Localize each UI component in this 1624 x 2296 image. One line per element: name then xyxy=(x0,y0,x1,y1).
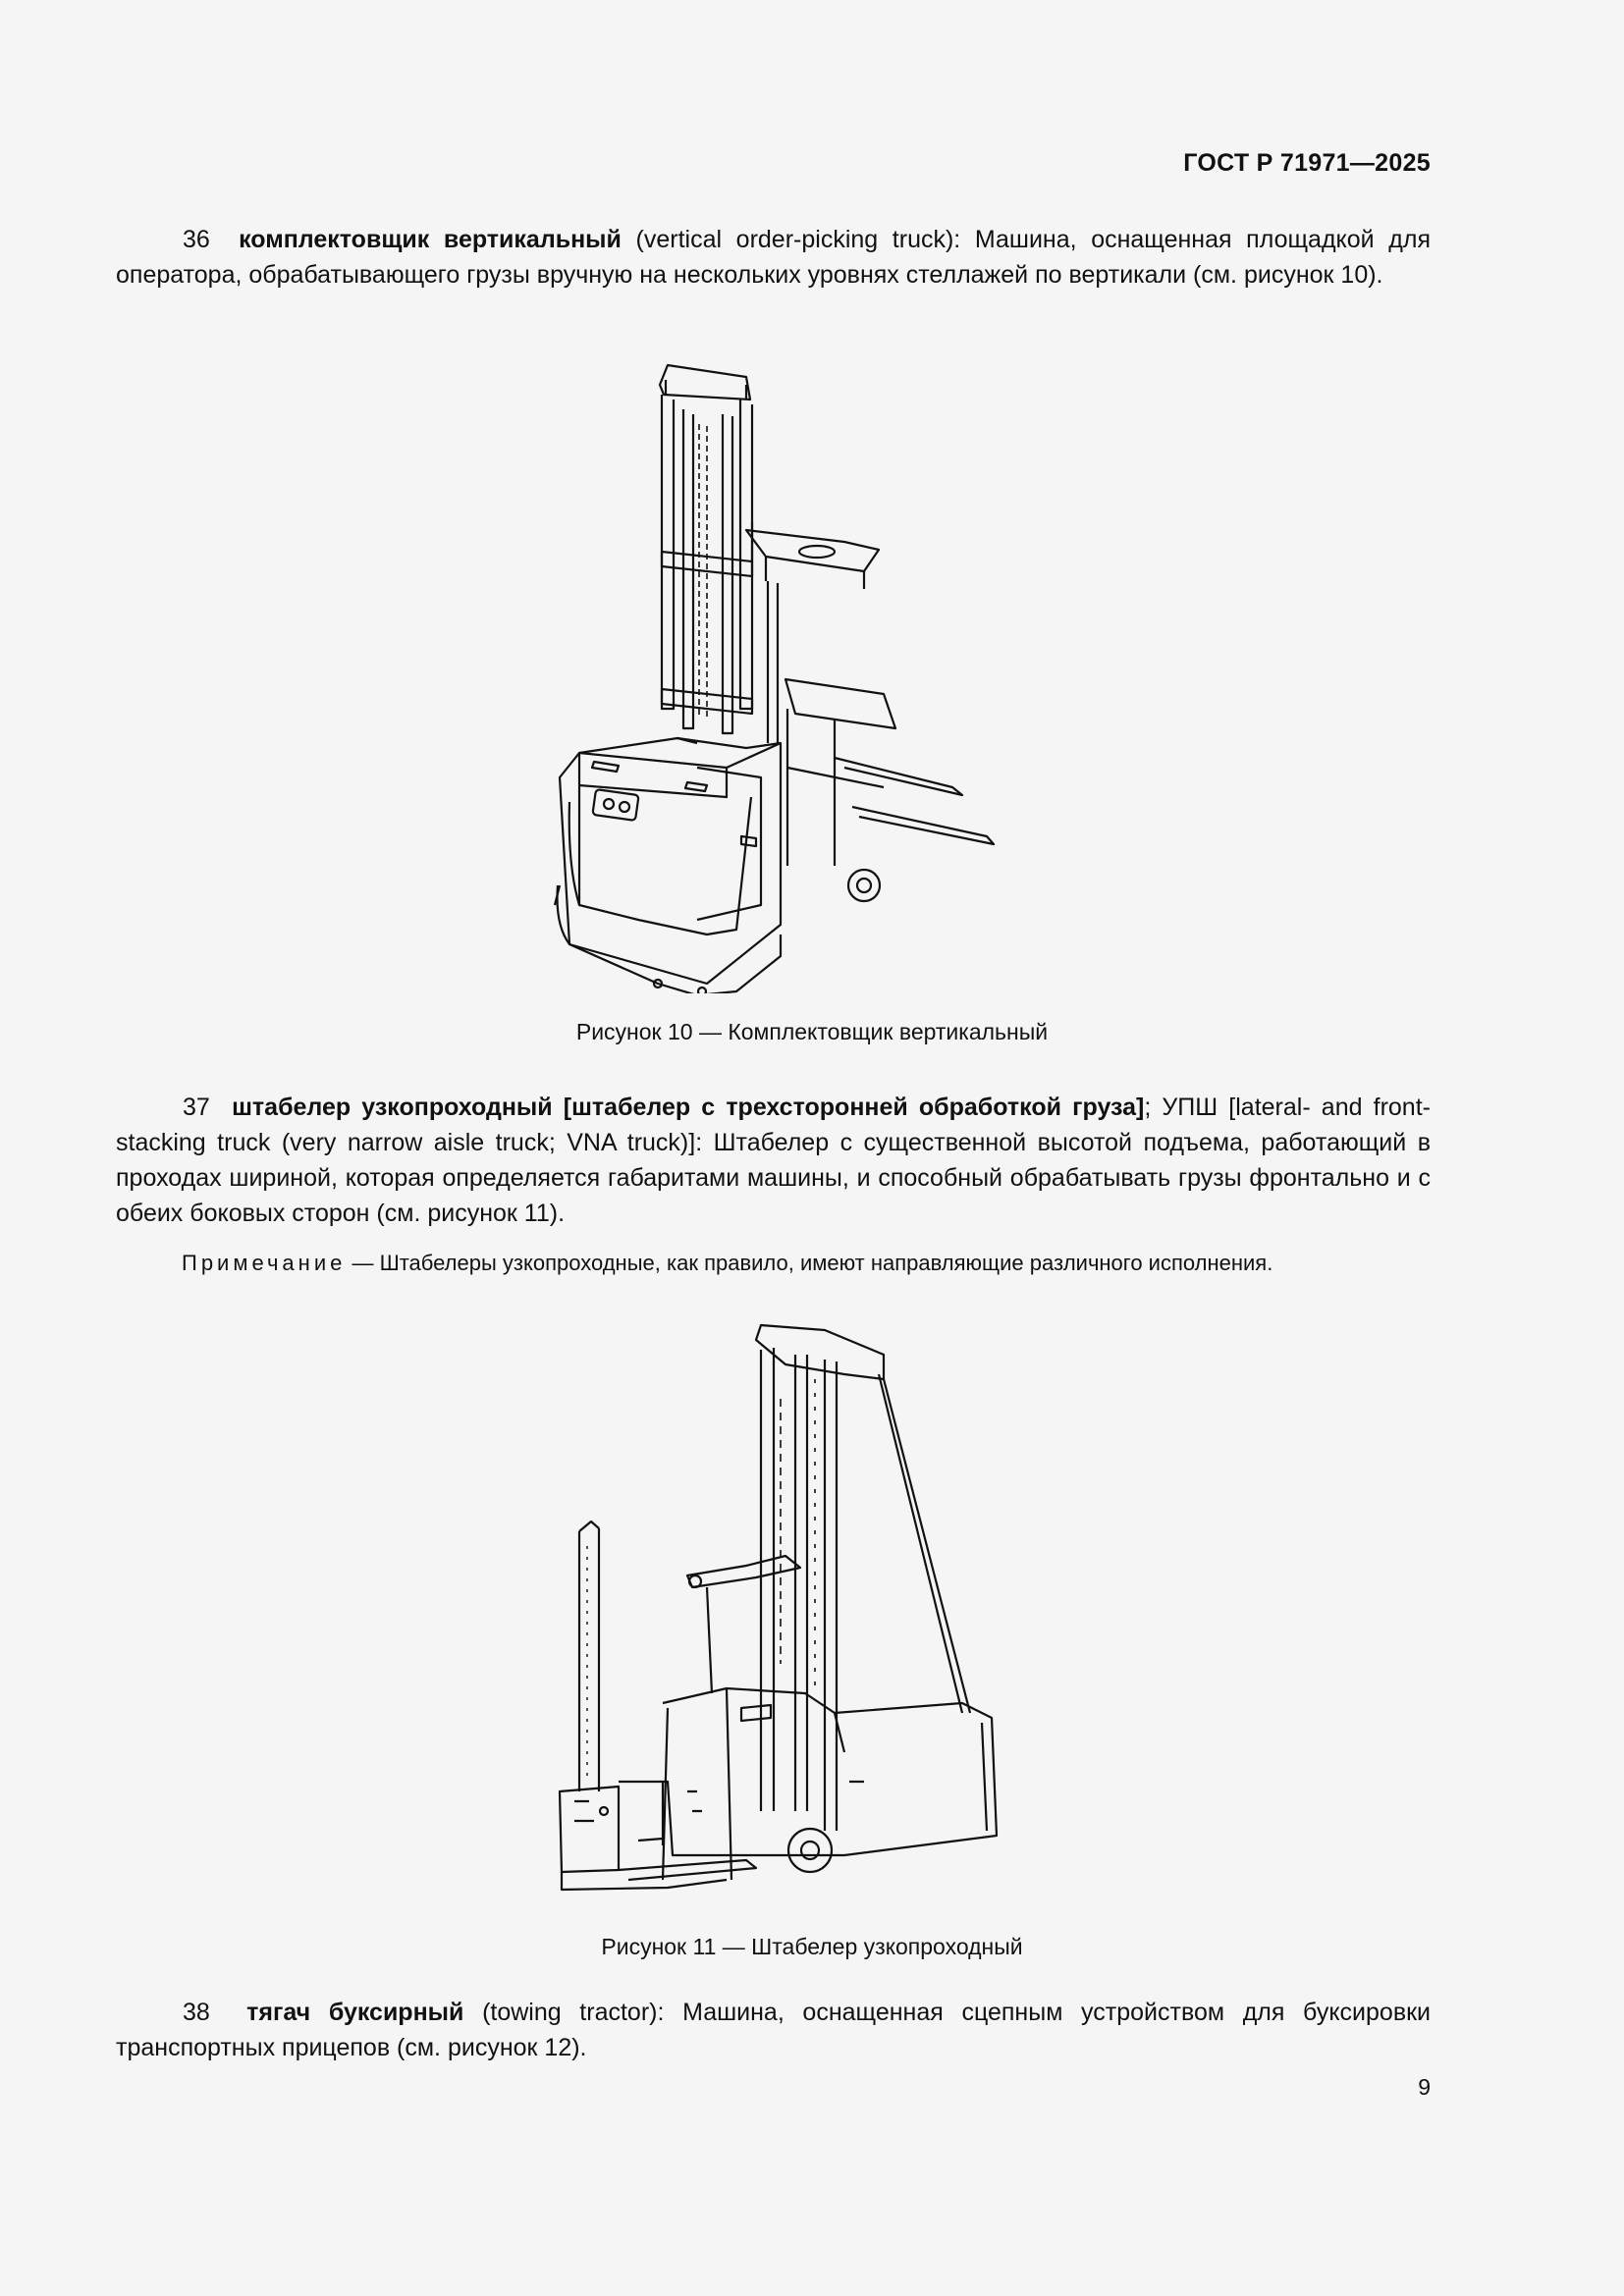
term-title: комплектовщик вертикальный xyxy=(239,226,622,253)
figure-10-caption: Рисунок 10 — Комплектовщик вертикальный xyxy=(575,1019,1049,1044)
page-number: 9 xyxy=(1418,2074,1431,2100)
paragraph-38 xyxy=(116,1995,1431,2065)
term-number: 36 xyxy=(183,226,210,253)
paragraph-36 xyxy=(116,222,1431,293)
note-label: Примечание xyxy=(182,1251,347,1275)
term-definition: ; УПШ [lateral- and front-stacking truck (very narrow aisle truck; VNA truck)]: Штабелер с существенной высотой подъема, работающий в проходах шириной, которая определяется габаритами машины, и способный обрабатывать грузы фронтально и с обеих боковых сторон (см. рисунок 11). xyxy=(116,1094,1431,1227)
term-definition: (vertical order-picking truck): Машина, оснащенная площадкой для оператора, обрабатывающего грузы вручную на нескольких уровнях стеллажей по вертикали (см. рисунок 10). xyxy=(116,226,1431,289)
figure-10-illustration xyxy=(540,355,1021,993)
term-title: штабелер узкопроходный [штабелер с трехсторонней обработкой груза] xyxy=(232,1094,1145,1121)
paragraph-37 xyxy=(116,1090,1431,1231)
figure-11-illustration xyxy=(550,1320,1001,1899)
term-number: 37 xyxy=(183,1094,210,1121)
term-title: тягач буксирный xyxy=(246,1999,464,2026)
term-definition: (towing tractor): Машина, оснащенная сцепным устройством для буксировки транспортных прицепов (см. рисунок 12). xyxy=(116,1999,1432,2061)
note xyxy=(182,1249,1431,1278)
term-number: 38 xyxy=(183,1999,210,2026)
figure-11-caption: Рисунок 11 — Штабелер узкопроходный xyxy=(601,1934,1023,1959)
note-text: — Штабелеры узкопроходные, как правило, имеют направляющие различного исполнения. xyxy=(346,1251,1273,1275)
document-header: ГОСТ Р 71971—2025 xyxy=(1183,149,1431,177)
